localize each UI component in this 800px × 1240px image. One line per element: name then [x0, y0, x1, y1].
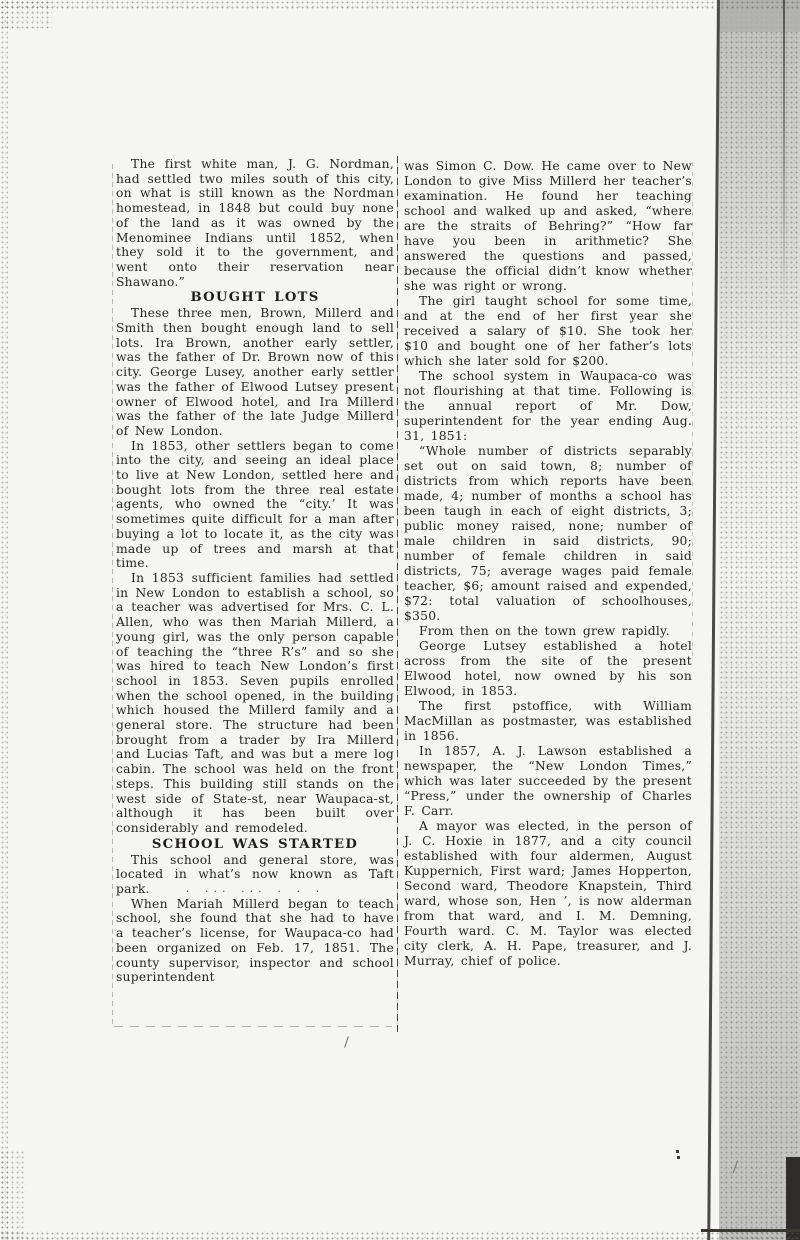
- article-paragraph: was Simon C. Dow. He came over to New London to give Miss Millerd her teacher’s examination. He found her teaching school and walked up and asked, “where are the straits of Behring?” “How far have you been in arithmetic? She answered the questions and passed, because the official didn’t know whether she was right or wrong.: [404, 159, 692, 293]
- article-paragraph: These three men, Brown, Millerd and Smith then bought enough land to sell lots. Ira Brown, another early settler, was the father of Dr. Brown now of this city. George Lusey, another early settler was the father of Elwood Lutsey present owner of Elwood hotel, and Ira Millerd was the father of the late Judge Millerd of New London.: [116, 306, 394, 438]
- scan-dark-corner-bottom-right: [786, 1157, 800, 1240]
- article-paragraph: This school and general store, was located in what’s now known as Taft park.: [116, 852, 394, 897]
- article-column-right: [404, 159, 692, 969]
- left-column-edge-rule: [112, 164, 113, 1024]
- article-paragraph: The school system in Waupaca-co was not flourishing at that time. Following is the annual report of Mr. Dow, superintendent for the year ending Aug. 31, 1851:: [404, 369, 692, 443]
- article-paragraph: In 1857, A. J. Lawson established a newspaper, the “New London Times,” which was later succeeded by the present “Press,” under the ownership of Charles F. Carr.: [404, 744, 692, 818]
- scan-edge-left: [0, 0, 8, 1240]
- scan-edge-bottom: [0, 1231, 800, 1240]
- article-column-left: The first white man, J. G. Nordman, had settled two miles south of this city, on what is still known as the Nordman homestead, in 1848 but could buy none of the land as it was owned by the Menominee Indians until 1852, when they sold it to the government, and went onto their reservation near Shawano.” BOUGHT LOTS These three men, Brown, Millerd and Smith then bought enough land to sell lots. Ira Brown, another early settler, was the father of Dr. Brown now of this city. George Lusey, another early settler was the father of Elwood Lutsey present owner of Elwood hotel, and Ira Millerd was the father of the late Judge Millerd of New London. In 1853, other settlers began to come into the city, and seeing an ideal place to live at New London, settled here and bought lots from the three real estate agents, who owned the “city.’ It was sometimes quite difficult for a man after buying a lot to locate it, as the city was made up of trees and marsh at that time. In 1853 sufficient families had settled in New London to establish a school, so a teacher was advertised for Mrs. C. L. Allen, who was then Mariah Millerd, a young girl, was the only person capable of teaching the “three R’s” and so she was hired to teach New London’s first school in 1853. Seven pupils enrolled when the school opened, in the building which housed the Millerd family and a general store. The structure had been brought from a trader by Ira Millerd and Lucias Taft, and was but a mere log cabin. The school was held on the front steps. This building still stands on the west side of State-st, near Waupaca-st, although it has been built over considerably and remodeled. SCHOOL WAS STARTED This school and general store, was located in what’s now known as Taft park. · ··· ··· · · · When Mariah Millerd began to teach school, she found that she had to have a teacher’s license, for Waupaca-co had been organized on Feb. 17, 1851. The county supervisor, inspector and school superintendent: [116, 157, 394, 985]
- article-paragraph: The first white man, J. G. Nordman, had settled two miles south of this city, on what is still known as the Nordman homestead, in 1848 but could buy none of the land as it was owned by the Menominee Indians until 1852, when they sold it to the government, and went onto their reservation near Shawano.”: [116, 157, 394, 289]
- article-paragraph: In 1853 sufficient families had settled in New London to establish a school, so a teacher was advertised for Mrs. C. L. Allen, who was then Mariah Millerd, a young girl, was the only person capable of teaching the “three R’s” and so she was hired to teach New London’s first school in 1853. Seven pupils enrolled when the school opened, in the building which housed the Millerd family and a general store. The structure had been brought from a trader by Ira Millerd and Lucias Taft, and was but a mere log cabin. The school was held on the front steps. This building still stands on the west side of State-st, near Waupaca-st, although it has been built over considerably and remodeled.: [116, 570, 394, 835]
- scan-right-margin-noise: [719, 0, 800, 1240]
- secondary-page-edge-line: [783, 0, 785, 320]
- article-paragraph: The girl taught school for some time, and at the end of her first year she received a salary of $10. She took her $10 and bought one of her father’s lots which she later sold for $200.: [404, 294, 692, 368]
- scan-smudge-line: [114, 1026, 392, 1027]
- column-divider-rule: [397, 156, 398, 1032]
- scan-edge-top: [0, 0, 800, 9]
- scan-corner-bottom-left: [0, 1150, 26, 1240]
- right-column-edge-rule: [692, 162, 693, 662]
- article-paragraph: George Lutsey established a hotel across from the site of the present Elwood hotel, now owned by his son Elwood, in 1853.: [404, 639, 692, 698]
- article-paragraph: “Whole number of districts separably set out on said town, 8; number of districts from which reports have been made, 4; number of months a school has been taugh in each of eight districts, 3; public money raised, none; number of male children in said districts, 90; number of female children in said districts, 75; average wages paid female teacher, $6; amount raised and expended, $72: total valuation of schoolhouses, $350.: [404, 444, 692, 623]
- section-heading: BOUGHT LOTS: [190, 290, 320, 306]
- article-paragraph: When Mariah Millerd began to teach school, she found that she had to have a teacher’s license, for Waupaca-co had been organized on Feb. 17, 1851. The county supervisor, inspector and school superintendent: [116, 896, 394, 985]
- scan-artifact-slash: [344, 1036, 349, 1048]
- article-paragraph: The first pstoffice, with William MacMillan as postmaster, was established in 1856.: [404, 699, 692, 743]
- article-paragraph: From then on the town grew rapidly.: [419, 624, 670, 638]
- section-heading: SCHOOL WAS STARTED: [151, 836, 359, 852]
- article-paragraph: A mayor was elected, in the person of J. C. Hoxie in 1877, and a city council established with four aldermen, August Kuppernich, First ward; James Hopperton, Second ward, Theodore Knapstein, Third ward, whose son, Hen ’, is now alderman from that ward, and I. M. Demning, Fourth ward. C. M. Taylor was elected city clerk, A. H. Pape, treasurer, and J. Murray, chief of police.: [404, 819, 692, 968]
- scan-artifact-dots: [676, 1150, 679, 1153]
- article-paragraph: In 1853, other settlers began to come into the city, and seeing an ideal place to live at New London, settled here and bought lots from the three real estate agents, who owned the “city.’ It was sometimes quite difficult for a man after buying a lot to locate it, as the city was made up of trees and marsh at that time.: [116, 438, 394, 571]
